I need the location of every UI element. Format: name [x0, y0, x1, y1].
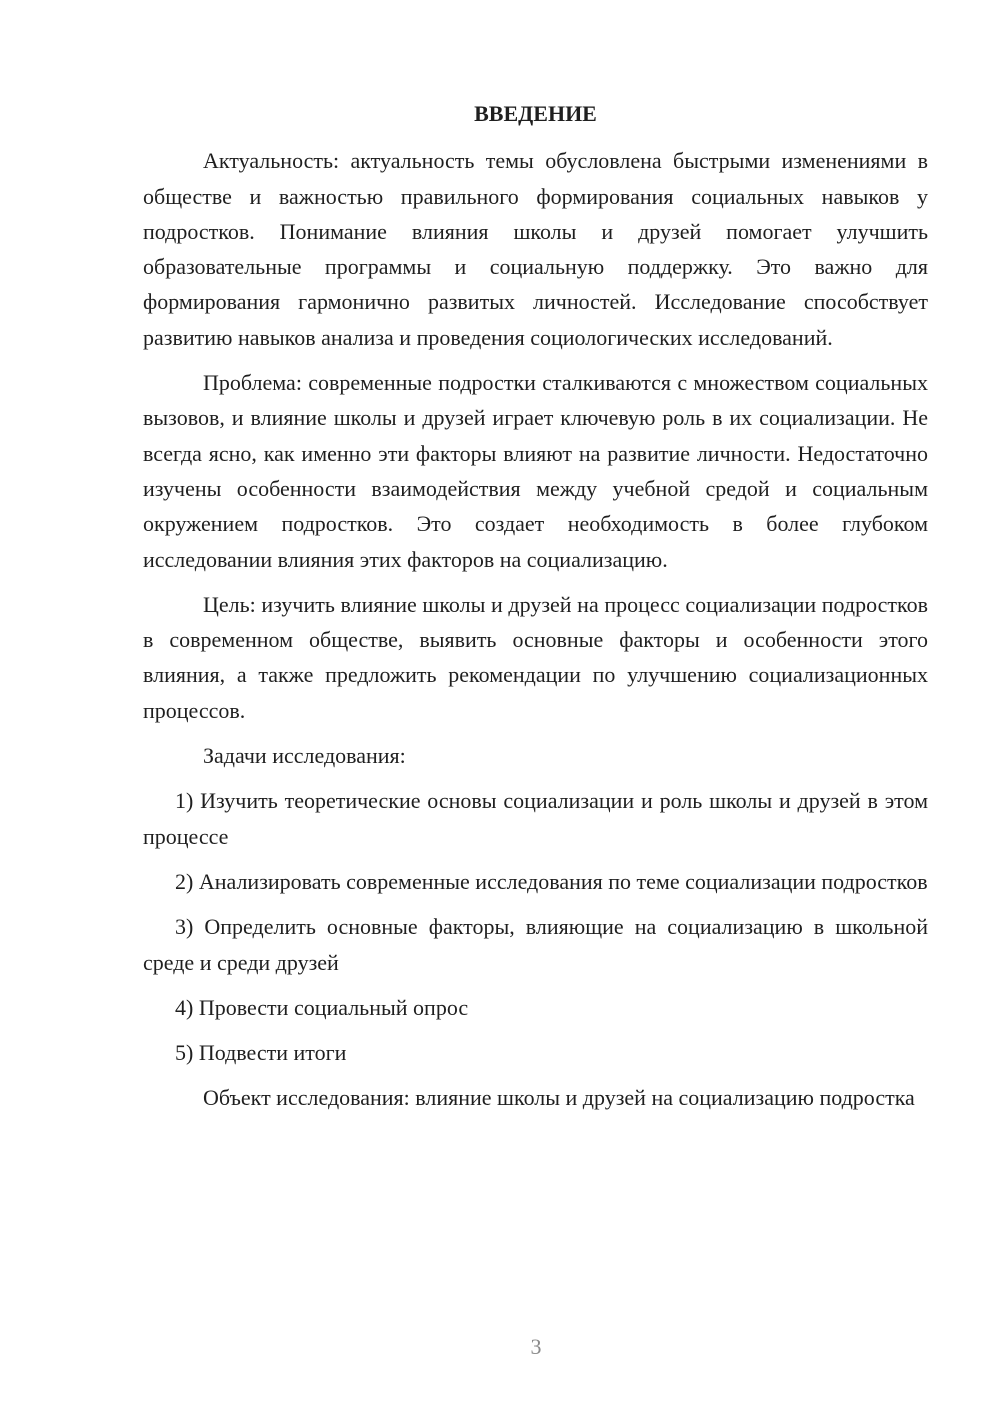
page-number: 3 — [530, 1334, 542, 1359]
paragraph-goal: Цель: изучить влияние школы и друзей на процесс социализации подростков в современном обществе, выявить основные факторы и особенности этого влияния, а также предложить рекомендации по улучшению социализационных процессов. — [143, 591, 928, 723]
task-item-4: 4) Провести социальный опрос — [175, 994, 469, 1020]
page-content — [143, 96, 928, 1126]
paragraph-problem: Проблема: современные подростки сталкиваются с множеством социальных вызовов, и влияние школы и друзей играет ключевую роль в их социализации. Не всегда ясно, как именно эти факторы влияют на развитие личности. Недостаточно изучены особенности взаимодействия между учебной средой и социальным окружением подростков. Это создает необходимость в более глубоком исследовании влияния этих факторов на социализацию. — [143, 370, 928, 572]
paragraph-object: Объект исследования: влияние школы и друзей на социализацию подростка — [203, 1085, 915, 1111]
task-item-5: 5) Подвести итоги — [175, 1040, 347, 1066]
section-heading: ВВЕДЕНИЕ — [474, 101, 597, 126]
tasks-heading: Задачи исследования: — [203, 743, 406, 769]
task-item-1: 1) Изучить теоретические основы социализации и роль школы и друзей в этом процессе — [143, 788, 928, 849]
task-item-2: 2) Анализировать современные исследования по теме социализации подростков — [175, 868, 928, 894]
task-item-3: 3) Определить основные факторы, влияющие на социализацию в школьной среде и среди друзей — [143, 914, 928, 975]
paragraph-relevance: Актуальность: актуальность темы обусловлена быстрыми изменениями в обществе и важностью правильного формирования социальных навыков у подростков. Понимание влияния школы и друзей помогает улучшить образовательные программы и социальную поддержку. Это важно для формирования гармонично развитых личностей. Исследование способствует развитию навыков анализа и проведения социологических исследований. — [143, 148, 928, 350]
